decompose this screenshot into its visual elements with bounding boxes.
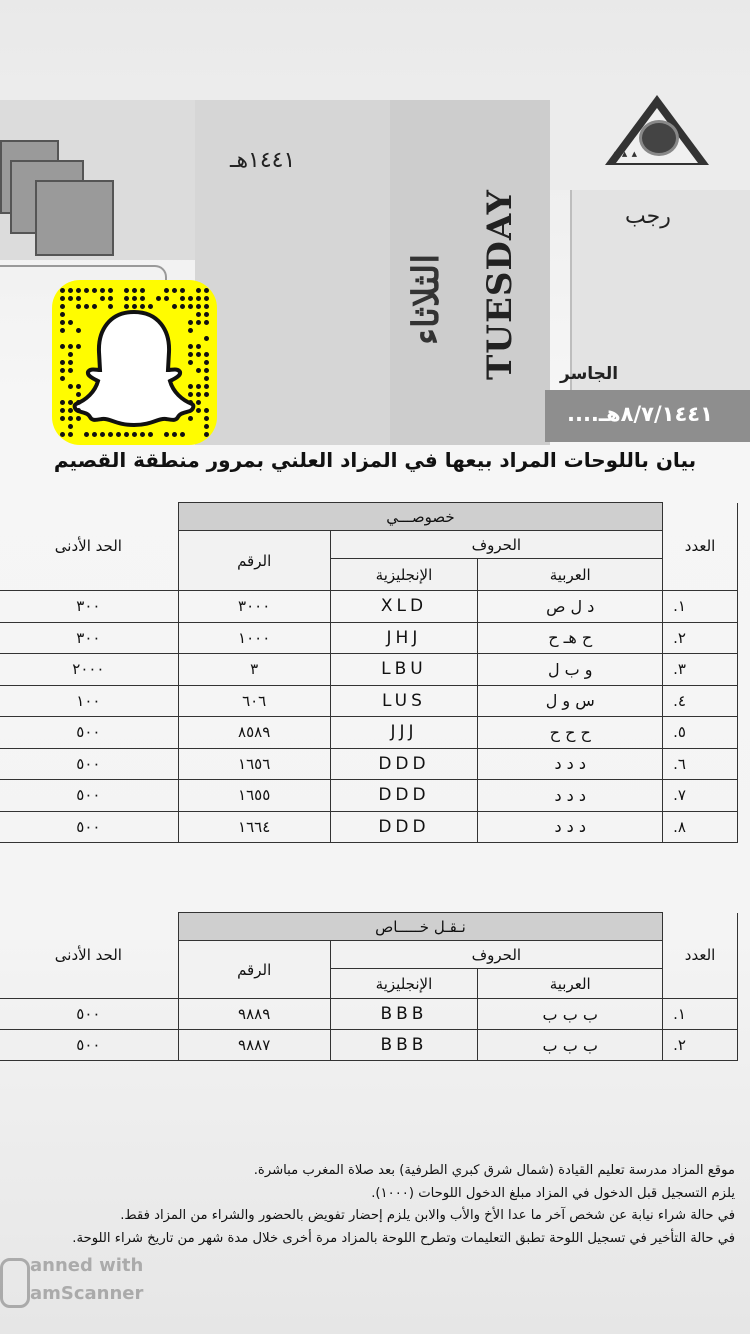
snapcode-dot <box>60 312 65 317</box>
minimum-price: ٣٠٠ <box>0 591 178 623</box>
plate-letters-english: BBB <box>330 999 478 1030</box>
snapcode-dot <box>196 296 201 301</box>
snapcode-dot <box>60 376 65 381</box>
snapcode-dot <box>76 384 81 389</box>
snapcode-dot <box>188 352 193 357</box>
snapcode-dot <box>124 432 129 437</box>
note-line: موقع المزاد مدرسة تعليم القيادة (شمال شرق كبري الطرفية) بعد صلاة المغرب مباشرة. <box>253 1163 735 1178</box>
plate-letters-english: DDD <box>330 780 478 812</box>
plate-type-header: نـقـل خـــــاص <box>178 913 662 941</box>
hijri-month: رجب <box>625 204 671 229</box>
row-index: ٦. <box>663 748 738 780</box>
snapcode-dot <box>196 312 201 317</box>
snapcode-icon[interactable] <box>52 280 217 445</box>
row-index: ٢. <box>663 1030 738 1061</box>
snapcode-dot <box>156 296 161 301</box>
snapcode-dot <box>148 432 153 437</box>
row-index: ٨. <box>663 811 738 843</box>
minimum-price: ٣٠٠ <box>0 622 178 654</box>
snapcode-dot <box>76 344 81 349</box>
snapcode-dot <box>164 288 169 293</box>
plate-number: ٦٠٦ <box>178 685 330 717</box>
snapcode-dot <box>124 296 129 301</box>
minimum-price: ٥٠٠ <box>0 1030 178 1061</box>
plate-letters-arabic: س و ل <box>478 685 663 717</box>
col-letters-header: الحروف <box>330 531 663 559</box>
snapcode-dot <box>172 304 177 309</box>
snapcode-dot <box>68 408 73 413</box>
snapcode-dot <box>68 360 73 365</box>
table-row <box>0 780 738 812</box>
snapcode-dot <box>132 296 137 301</box>
snapcode-dot <box>92 432 97 437</box>
minimum-price: ٥٠٠ <box>0 717 178 749</box>
plate-number: ١٠٠٠ <box>178 622 330 654</box>
camscanner-icon <box>0 1258 30 1308</box>
snapcode-dot <box>60 400 65 405</box>
snapcode-dot <box>188 360 193 365</box>
plate-number: ٩٨٨٩ <box>178 999 330 1030</box>
snapcode-dot <box>100 432 105 437</box>
snapcode-dot <box>188 344 193 349</box>
snapcode-dot <box>196 408 201 413</box>
snapcode-dot <box>60 344 65 349</box>
plate-number: ٣ <box>178 654 330 686</box>
row-index: ٣. <box>663 654 738 686</box>
snapcode-dot <box>60 320 65 325</box>
minimum-price: ٥٠٠ <box>0 748 178 780</box>
col-number-header: الرقم <box>178 941 330 999</box>
snapcode-dot <box>204 312 209 317</box>
row-index: ١. <box>663 591 738 623</box>
snapcode-dot <box>164 432 169 437</box>
snapcode-dot <box>60 368 65 373</box>
snapcode-dot <box>196 352 201 357</box>
note-line: في حالة شراء نيابة عن شخص آخر ما عدا الأخ والأب والابن يلزم إحضار تفويض بالحضور والشراء من المزاد فقط. <box>120 1208 735 1223</box>
snapcode-dot <box>68 424 73 429</box>
snapcode-dot <box>164 296 169 301</box>
snapcode-dot <box>204 432 209 437</box>
snapcode-dot <box>196 392 201 397</box>
snapcode-dot <box>132 288 137 293</box>
auction-notes <box>20 1160 735 1250</box>
snapcode-dot <box>60 328 65 333</box>
snapcode-dot <box>76 304 81 309</box>
note-line: يلزم التسجيل قبل الدخول في المزاد مبلغ الدخول اللوحات (١٠٠٠). <box>371 1185 735 1201</box>
private-transport-table <box>0 912 738 1061</box>
plate-letters-arabic: د د د <box>478 811 663 843</box>
snapcode-dot <box>180 296 185 301</box>
snapcode-dot <box>60 416 65 421</box>
table-row <box>0 685 738 717</box>
snapcode-dot <box>108 296 113 301</box>
snapcode-dot <box>204 384 209 389</box>
snapcode-dot <box>92 304 97 309</box>
snapcode-dot <box>172 432 177 437</box>
minimum-price: ١٠٠ <box>0 685 178 717</box>
snapcode-dot <box>196 288 201 293</box>
snapcode-dot <box>204 296 209 301</box>
snapcode-dot <box>204 336 209 341</box>
snapcode-dot <box>76 288 81 293</box>
snapcode-dot <box>60 408 65 413</box>
table-row <box>0 622 738 654</box>
snapcode-dot <box>204 416 209 421</box>
snapcode-dot <box>132 304 137 309</box>
plate-letters-arabic: د د د <box>478 780 663 812</box>
row-index: ٧. <box>663 780 738 812</box>
table-row <box>0 654 738 686</box>
plate-letters-arabic: ح هـ ح <box>478 622 663 654</box>
plate-type-header: خصوصـــي <box>178 503 662 531</box>
snapcode-dot <box>188 392 193 397</box>
plate-letters-arabic: و ب ل <box>478 654 663 686</box>
plate-number: ١٦٦٤ <box>178 811 330 843</box>
row-index: ٤. <box>663 685 738 717</box>
snapcode-dot <box>124 304 129 309</box>
plate-letters-arabic: ب ب ب <box>478 1030 663 1061</box>
snapcode-dot <box>188 416 193 421</box>
snapcode-dot <box>140 296 145 301</box>
scanner-watermark: anned with <box>30 1255 144 1276</box>
snapcode-dot <box>188 384 193 389</box>
snapcode-dot <box>204 360 209 365</box>
snapcode-dot <box>204 304 209 309</box>
snapcode-dot <box>68 416 73 421</box>
plate-letters-english: LUS <box>330 685 478 717</box>
plate-letters-english: DDD <box>330 811 478 843</box>
minimum-price: ٥٠٠ <box>0 811 178 843</box>
snapcode-dot <box>92 288 97 293</box>
snapcode-dot <box>188 328 193 333</box>
snapcode-dot <box>84 432 89 437</box>
snapcode-dot <box>196 304 201 309</box>
snapcode-dot <box>180 432 185 437</box>
snapcode-dot <box>108 304 113 309</box>
snapcode-dot <box>132 432 137 437</box>
snapcode-dot <box>68 288 73 293</box>
snapcode-dot <box>100 288 105 293</box>
snapcode-dot <box>124 288 129 293</box>
snapcode-dot <box>68 368 73 373</box>
col-english-header: الإنجليزية <box>330 559 478 591</box>
table-row <box>0 1030 738 1061</box>
snapcode-dot <box>140 288 145 293</box>
snapcode-dot <box>204 392 209 397</box>
snapcode-dot <box>180 288 185 293</box>
table-row <box>0 748 738 780</box>
snapcode-dot <box>188 320 193 325</box>
snapcode-dot <box>76 400 81 405</box>
row-index: ٢. <box>663 622 738 654</box>
snapcode-dot <box>68 344 73 349</box>
snapcode-dot <box>68 296 73 301</box>
snapcode-dot <box>108 432 113 437</box>
snapcode-dot <box>76 296 81 301</box>
table-row <box>0 999 738 1030</box>
snapcode-dot <box>68 352 73 357</box>
scanner-watermark: amScanner <box>30 1283 144 1304</box>
snapcode-dot <box>60 296 65 301</box>
day-english: TUESDAY <box>480 189 520 380</box>
plate-letters-arabic: ح ح ح <box>478 717 663 749</box>
snapcode-dot <box>196 344 201 349</box>
table-row <box>0 591 738 623</box>
snapcode-dot <box>68 320 73 325</box>
col-min-header: الحد الأدنى <box>0 913 178 999</box>
table-row <box>0 717 738 749</box>
minimum-price: ٥٠٠ <box>0 780 178 812</box>
snapcode-dot <box>100 296 105 301</box>
logo-mark-icon: ▲ ▲ ▲ <box>612 150 639 158</box>
snapcode-dot <box>180 304 185 309</box>
col-letters-header: الحروف <box>330 941 663 969</box>
minimum-price: ٢٠٠٠ <box>0 654 178 686</box>
snapcode-dot <box>188 304 193 309</box>
plate-letters-english: JJJ <box>330 717 478 749</box>
snapcode-dot <box>204 424 209 429</box>
hijri-year: ١٤٤١هـ <box>230 148 296 173</box>
private-plates-table <box>0 502 738 843</box>
snapcode-dot <box>108 288 113 293</box>
plate-letters-english: XLD <box>330 591 478 623</box>
snapcode-dot <box>172 288 177 293</box>
plate-number: ١٦٥٥ <box>178 780 330 812</box>
plate-number: ١٦٥٦ <box>178 748 330 780</box>
plate-letters-arabic: د ل ص <box>478 591 663 623</box>
plate-letters-arabic: ب ب ب <box>478 999 663 1030</box>
note-line: في حالة التأخير في تسجيل اللوحة تطبق التعليمات وتطرح اللوحة بالمزاد مرة أخرى خلال مدة شهر من تاريخ شراء اللوحة. <box>72 1230 735 1246</box>
snapcode-dot <box>68 384 73 389</box>
plate-letters-english: JHJ <box>330 622 478 654</box>
snapcode-dot <box>204 368 209 373</box>
snapcode-dot <box>60 360 65 365</box>
snapcode-dot <box>196 384 201 389</box>
snapcode-dot <box>84 304 89 309</box>
snapcode-dot <box>84 288 89 293</box>
snapcode-dot <box>204 376 209 381</box>
snapcode-dot <box>196 368 201 373</box>
row-index: ١. <box>663 999 738 1030</box>
col-number-header: الرقم <box>178 531 330 591</box>
snapcode-dot <box>196 400 201 405</box>
col-arabic-header: العربية <box>478 559 663 591</box>
snapcode-dot <box>76 392 81 397</box>
snapcode-dot <box>204 320 209 325</box>
snapcode-dot <box>76 328 81 333</box>
row-index: ٥. <box>663 717 738 749</box>
col-count-header: العدد <box>663 503 738 591</box>
snapcode-dot <box>188 296 193 301</box>
snapcode-dot <box>68 400 73 405</box>
snapcode-dot <box>68 432 73 437</box>
snapcode-dot <box>76 408 81 413</box>
table-row <box>0 811 738 843</box>
plate-letters-arabic: د د د <box>478 748 663 780</box>
snapcode-dot <box>60 432 65 437</box>
plate-number: ٩٨٨٧ <box>178 1030 330 1061</box>
snapcode-dot <box>188 400 193 405</box>
snapcode-dot <box>204 352 209 357</box>
day-arabic: الثلاثاء <box>405 253 447 345</box>
header-name: الجاسر <box>560 364 619 384</box>
logo-emblem-icon <box>639 120 679 156</box>
hijri-date: ٨/٧/١٤٤١هـ.... <box>567 402 713 426</box>
snapcode-dot <box>60 304 65 309</box>
col-min-header: الحد الأدنى <box>0 503 178 591</box>
document-title: بيان باللوحات المراد بيعها في المزاد العلني بمرور منطقة القصيم <box>53 448 697 472</box>
snapcode-dot <box>196 320 201 325</box>
plate-letters-english: LBU <box>330 654 478 686</box>
plate-letters-english: DDD <box>330 748 478 780</box>
plate-number: ٨٥٨٩ <box>178 717 330 749</box>
date-strip <box>545 390 750 442</box>
plate-letters-english: BBB <box>330 1030 478 1061</box>
snapcode-dot <box>60 288 65 293</box>
plate-number: ٣٠٠٠ <box>178 591 330 623</box>
snapcode-dot <box>204 288 209 293</box>
snapcode-dot <box>140 432 145 437</box>
snapcode-dot <box>116 432 121 437</box>
col-english-header: الإنجليزية <box>330 969 478 999</box>
col-count-header: العدد <box>663 913 738 999</box>
minimum-price: ٥٠٠ <box>0 999 178 1030</box>
snapcode-dot <box>76 416 81 421</box>
snapcode-dot <box>148 304 153 309</box>
snapcode-dot <box>204 408 209 413</box>
col-arabic-header: العربية <box>478 969 663 999</box>
snapcode-dot <box>140 304 145 309</box>
